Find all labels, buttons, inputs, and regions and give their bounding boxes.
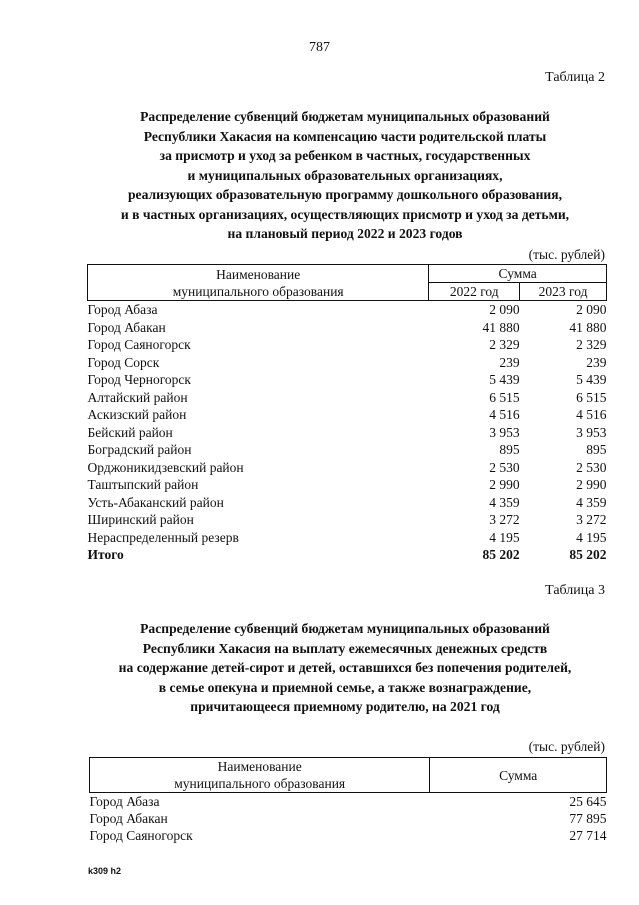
- row-name: Город Сорск: [87, 354, 160, 370]
- row-value-2023: 6 515: [576, 389, 607, 405]
- table-row: [88, 389, 607, 407]
- table2-title: [60, 107, 630, 244]
- row-value-2022: 2 090: [489, 302, 520, 318]
- table2-label: Таблица 2: [545, 70, 605, 85]
- row-value-2022: 3 272: [489, 512, 520, 528]
- table-row: [90, 793, 607, 811]
- row-name: Ширинский район: [87, 512, 194, 528]
- table2-header-name: Наименование муниципального образования: [88, 265, 429, 301]
- row-value-2022: 2 530: [489, 459, 520, 475]
- table-row: [88, 476, 607, 494]
- table2-title-line: за присмотр и уход за ребенком в частных, государственных: [159, 148, 531, 163]
- table-row: [88, 494, 607, 512]
- row-name: Город Абакан: [89, 811, 168, 826]
- row-value-2023: 4 195: [576, 529, 607, 545]
- table2-header-sum: Сумма: [429, 265, 607, 283]
- table-row: [90, 827, 607, 844]
- row-name: Город Саяногорск: [89, 828, 193, 843]
- row-value-2023: 41 880: [569, 319, 607, 335]
- row-value-2022: 6 515: [489, 389, 520, 405]
- row-name: Таштыпский район: [87, 477, 199, 493]
- row-value-2022: 5 439: [489, 372, 520, 388]
- table2-units: (тыс. рублей): [528, 247, 605, 262]
- table-row: [90, 810, 607, 827]
- table3-header-name: Наименование муниципального образования: [90, 758, 430, 793]
- total-value-2023: 85 202: [569, 547, 607, 563]
- row-value-2023: 4 359: [576, 494, 607, 510]
- row-value-2023: 4 516: [576, 407, 607, 423]
- row-name: Город Черногорск: [87, 372, 191, 388]
- row-value-2023: 2 990: [576, 477, 607, 493]
- row-name: Боградский район: [87, 442, 192, 458]
- row-value-2022: 2 990: [489, 477, 520, 493]
- table-row: [88, 406, 607, 424]
- table3-title: [60, 619, 630, 717]
- table-row: [88, 336, 607, 354]
- row-value: 77 895: [569, 811, 607, 826]
- row-name: Аскизский район: [87, 407, 187, 423]
- row-name: Город Абаза: [87, 302, 158, 318]
- row-value-2022: 2 329: [489, 337, 520, 353]
- table3-title-line: на содержание детей-сирот и детей, оставшихся без попечения родителей,: [118, 660, 572, 675]
- row-value-2022: 895: [499, 442, 520, 458]
- row-value: 25 645: [569, 794, 607, 809]
- table3-title-line: в семье опекуна и приемной семье, а также вознаграждение,: [158, 679, 532, 695]
- table3: [89, 757, 607, 844]
- row-value-2023: 3 272: [576, 512, 607, 528]
- row-name: Город Саяногорск: [87, 337, 191, 353]
- row-name: Бейский район: [87, 424, 173, 440]
- row-value: 27 714: [569, 828, 607, 843]
- table2-title-line: реализующих образовательную программу дошкольного образования,: [127, 187, 563, 202]
- table2-title-line: Распределение субвенций бюджетам муниципальных образований: [140, 109, 550, 124]
- row-name: Город Абакан: [87, 319, 166, 335]
- row-value-2023: 2 090: [576, 302, 607, 318]
- table2-header-year1: 2022 год: [429, 283, 520, 301]
- row-value-2023: 5 439: [576, 372, 607, 388]
- table-row: [88, 529, 607, 547]
- table3-label: Таблица 3: [545, 583, 605, 598]
- table-row: [88, 424, 607, 442]
- row-value-2023: 895: [586, 442, 607, 458]
- row-value-2023: 239: [586, 354, 607, 370]
- row-name: Орджоникидзевский район: [87, 459, 244, 475]
- table-row: [88, 459, 607, 477]
- row-value-2023: 2 329: [576, 337, 607, 353]
- table3-title-line: Республики Хакасия на выплату ежемесячных денежных средств: [142, 640, 548, 656]
- table-row: [88, 319, 607, 337]
- row-value-2022: 239: [499, 354, 520, 370]
- row-name: Город Абаза: [89, 794, 160, 809]
- row-value-2022: 3 953: [489, 424, 520, 440]
- row-value-2023: 2 530: [576, 459, 607, 475]
- row-value-2022: 41 880: [482, 319, 520, 335]
- table2-title-line: на плановый период 2022 и 2023 годов: [227, 226, 463, 241]
- row-value-2022: 4 359: [489, 494, 520, 510]
- table-row: [88, 371, 607, 389]
- row-name: Нераспределенный резерв: [87, 529, 239, 545]
- table3-title-line: причитающееся приемному родителю, на 2021 год: [190, 699, 500, 714]
- row-name: Усть-Абаканский район: [87, 494, 224, 510]
- row-value-2022: 4 516: [489, 407, 520, 423]
- table2-title-line: Республики Хакасия на компенсацию части родительской платы: [143, 128, 547, 144]
- table-row: [88, 441, 607, 459]
- table3-units: (тыс. рублей): [528, 739, 605, 754]
- total-label: Итого: [87, 547, 124, 563]
- row-value-2023: 3 953: [576, 424, 607, 440]
- table3-title-line: Распределение субвенций бюджетам муниципальных образований: [140, 621, 550, 636]
- table2-title-line: и в частных организациях, осуществляющих присмотр и уход за детьми,: [120, 206, 570, 222]
- table3-header-sum: Сумма: [430, 758, 607, 793]
- total-row: [88, 546, 607, 564]
- table-row: [88, 301, 607, 319]
- row-value-2022: 4 195: [489, 529, 520, 545]
- table-row: [88, 511, 607, 529]
- table2-header-year2: 2023 год: [520, 283, 607, 301]
- footer-code: k309 h2: [88, 866, 122, 876]
- total-value-2022: 85 202: [482, 547, 520, 563]
- row-name: Алтайский район: [87, 389, 188, 405]
- page-number: 787: [309, 40, 330, 55]
- table2-title-line: и муниципальных образовательных организациях,: [187, 167, 503, 183]
- table-row: [88, 354, 607, 372]
- table2: [87, 264, 607, 564]
